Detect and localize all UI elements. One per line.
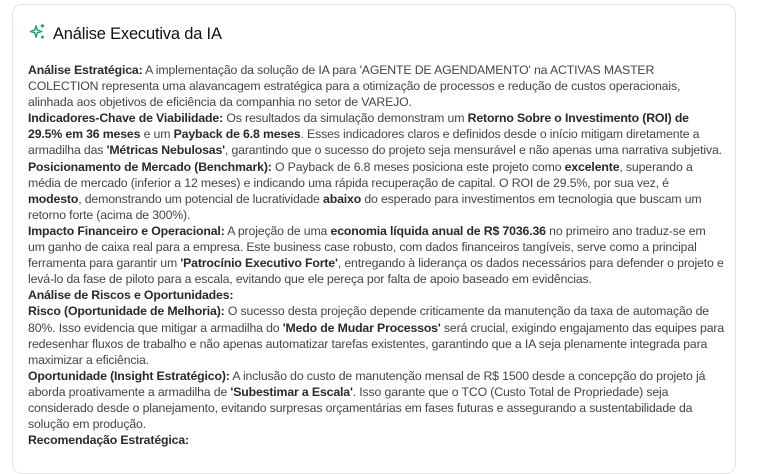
bold-text: 'Métricas Nebulosas' <box>106 143 225 158</box>
body-text: será crucial, exigindo engajamento das equipes para redesenhar fluxos de trabalho e não apenas automatizar tarefas existentes, garantindo que a IA seja plenamente integrada para maximizar a eficiência. <box>28 320 725 367</box>
bold-text: Retorno Sobre o Investimento (ROI) de 29.5% em 36 meses <box>28 111 689 142</box>
paragraph-market-positioning <box>28 159 725 223</box>
paragraph-financial-impact <box>28 223 725 287</box>
sparkles-icon <box>29 23 46 45</box>
paragraph-opportunity <box>28 368 725 432</box>
bold-text: 'Subestimar a Escala' <box>230 384 353 399</box>
bold-text: Análise Estratégica: <box>28 63 143 77</box>
card-title: Análise Executiva da IA <box>53 24 222 43</box>
bold-text: 'Patrocínio Executivo Forte' <box>180 256 338 271</box>
body-text: , entregando à liderança os dados necessários para defender o projeto e levá-lo da fase de piloto para a escala, evitando que ele pereça por falta de apoio baseado em evidências. <box>28 256 724 287</box>
bold-text: excelente <box>564 159 620 174</box>
bold-text: Impacto Financeiro e Operacional: <box>28 223 225 238</box>
body-text: O sucesso desta projeção depende criticamente da manutenção da taxa de automação de 80%. Isso evidencia que mitigar a armadilha do <box>28 304 709 335</box>
bold-text: Indicadores-Chave de Viabilidade: <box>28 111 224 126</box>
body-text: , demonstrando um potencial de lucratividade <box>78 191 324 206</box>
bold-text: Risco (Oportunidade de Melhoria): <box>28 304 225 319</box>
paragraph-risk <box>28 303 725 367</box>
body-text: . Esses indicadores claros e definidos desde o início mitigam diretamente a armadilha das <box>28 127 700 158</box>
body-text: . Isso garante que o TCO (Custo Total de Propriedade) seja considerado desde o planejamento, evitando surpresas orçamentárias em fases futuras e assegurando a sustentabilidade da solução em produção. <box>28 384 693 432</box>
bold-text: Payback de 6.8 meses <box>173 127 301 142</box>
body-text: , superando a média de mercado (inferior a 12 meses) e indicando uma rápida recuperação de capital. O ROI de 29.5%, por sua vez, é <box>28 159 693 190</box>
body-text: do esperado para investimentos em tecnologia que buscam um retorno forte (acima de 300%). <box>28 191 702 222</box>
card-header <box>29 23 222 45</box>
bold-text: 'Medo de Mudar Processos' <box>282 320 441 335</box>
body-text: Os resultados da simulação demonstram um <box>223 111 468 126</box>
body-text: O Payback de 6.8 meses posiciona este projeto como <box>271 159 565 174</box>
body-text: no primeiro ano traduz-se em um ganho de caixa real para a empresa. Este business case robusto, com dados financeiros tangíveis, serve como a principal ferramenta para garantir um <box>28 223 706 271</box>
paragraph-risks-heading <box>28 287 725 303</box>
body-text: e um <box>140 127 174 142</box>
ai-executive-analysis-card <box>12 4 736 474</box>
paragraph-strategic-analysis <box>28 62 725 110</box>
bold-text: Oportunidade (Insight Estratégico): <box>28 368 230 383</box>
paragraph-key-indicators <box>28 110 725 158</box>
body-text: A inclusão do custo de manutenção mensal de R$ 1500 desde a concepção do projeto já aborda proativamente a armadilha de <box>28 368 706 399</box>
body-text: A implementação da solução de IA para 'AGENTE DE AGENDAMENTO' na ACTIVAS MASTER COLECTION representa uma alavancagem estratégica para a otimização de processos e redução de custos operacionais, alinhada aos objetivos de eficiência da companhia no setor de VAREJO. <box>28 63 681 110</box>
analysis-content <box>28 62 725 448</box>
bold-text: abaixo <box>323 191 362 206</box>
bold-text: economia líquida anual de R$ 7036.36 <box>330 223 546 238</box>
body-text: , garantindo que o sucesso do projeto seja mensurável e não apenas uma narrativa subjetiva. <box>224 143 722 158</box>
bold-text: Análise de Riscos e Oportunidades: <box>28 288 234 303</box>
paragraph-recommendation-heading <box>28 432 725 448</box>
bold-text: modesto <box>28 191 79 206</box>
bold-text: Posicionamento de Mercado (Benchmark): <box>28 159 272 174</box>
bold-text: Recomendação Estratégica: <box>28 433 189 448</box>
body-text: A projeção de uma <box>224 223 331 238</box>
